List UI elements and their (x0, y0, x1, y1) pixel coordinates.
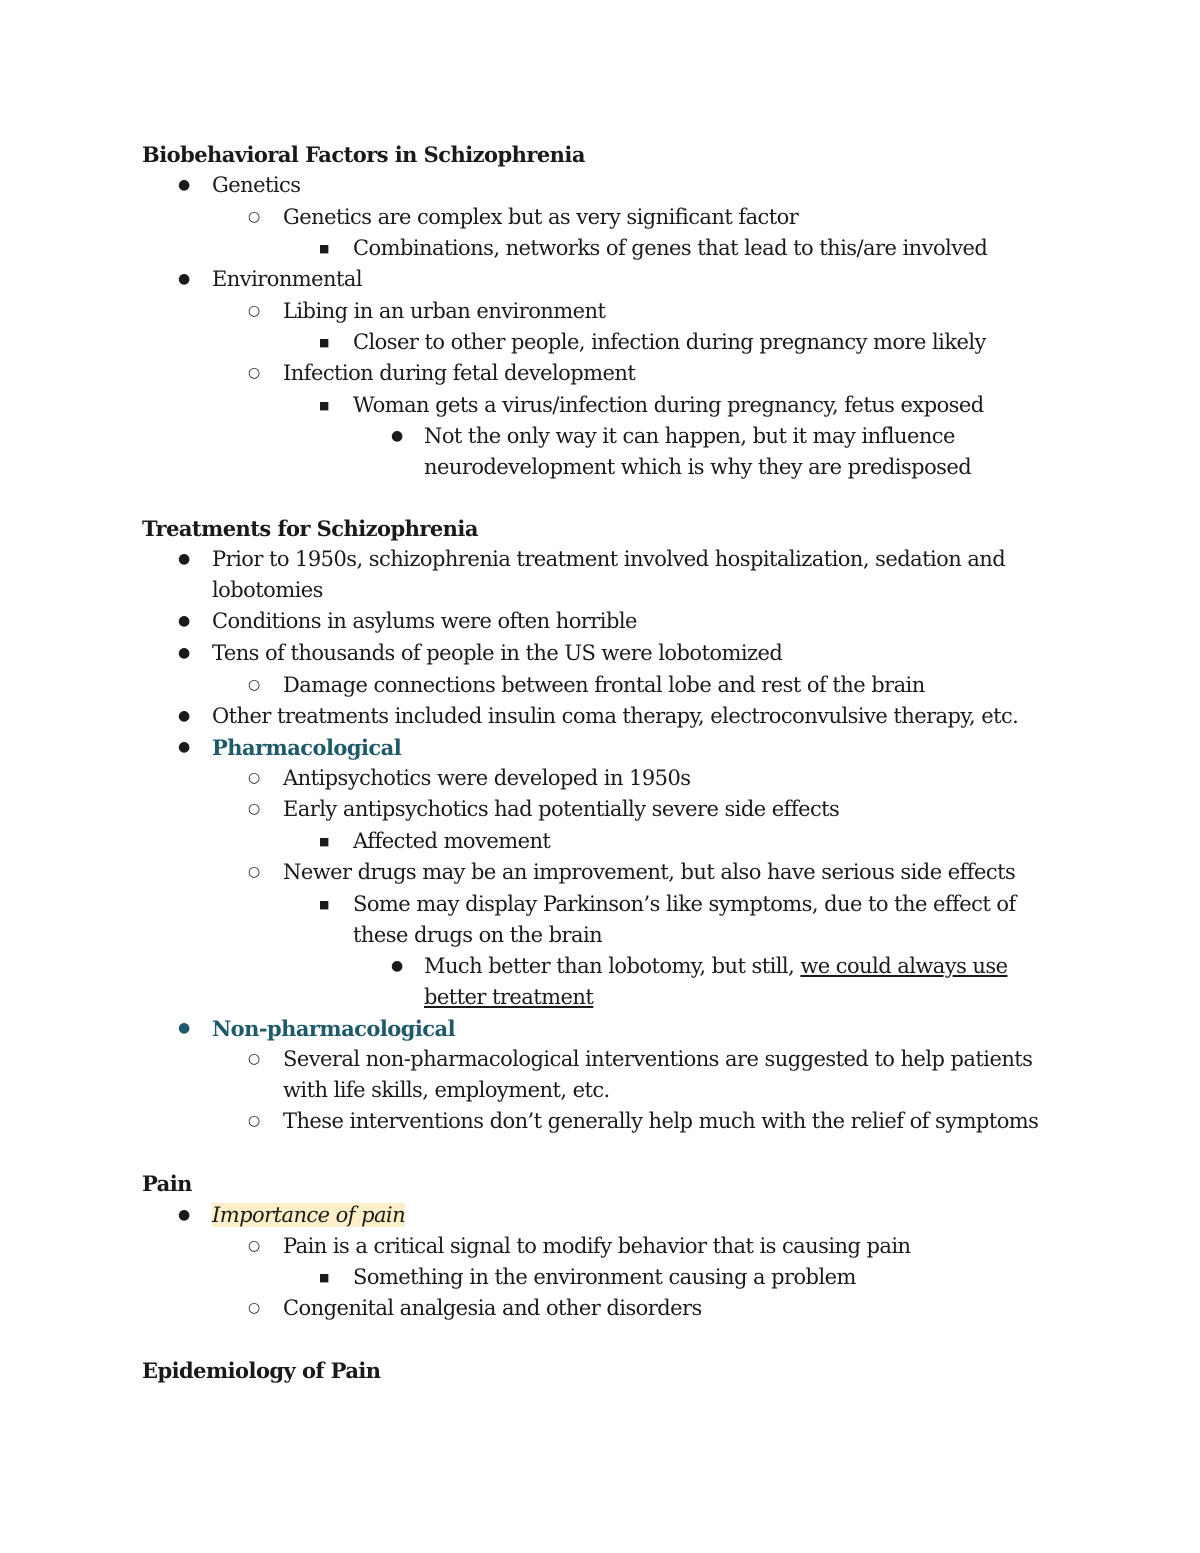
list-item-damage: Damage connections between frontal lobe and rest of the brain (283, 673, 925, 697)
list-item-prior-1950s: Prior to 1950s, schizophrenia treatment involved hospitalization, sedation and (212, 547, 1006, 571)
list-item-genetics: Genetics (212, 173, 301, 197)
bullet-circle (248, 202, 260, 233)
bullet-square (319, 1262, 329, 1293)
list-item-antipsychotics-developed: Antipsychotics were developed in 1950s (283, 766, 691, 790)
list-item-much-better (424, 951, 1008, 982)
bullet-square (319, 889, 329, 920)
list-item-several-interventions-cont: with life skills, employment, etc. (283, 1078, 610, 1102)
bullet-circle (248, 794, 260, 825)
much-better-text: Much better than lobotomy, but still, (424, 954, 801, 978)
heading-pain: Pain (142, 1171, 192, 1196)
bullet-circle (248, 358, 260, 389)
list-item-congenital: Congenital analgesia and other disorders (283, 1296, 702, 1320)
list-item-pain-signal: Pain is a critical signal to modify behavior that is causing pain (283, 1234, 911, 1258)
bullet-dot (391, 951, 403, 982)
heading-treatments: Treatments for Schizophrenia (142, 516, 478, 541)
heading-biobehavioral-factors: Biobehavioral Factors in Schizophrenia (142, 142, 585, 167)
list-item-fetal: Infection during fetal development (283, 361, 636, 385)
bullet-circle (248, 763, 260, 794)
list-item-genetics-combinations: Combinations, networks of genes that lead to this/are involved (353, 236, 988, 260)
bullet-dot (178, 264, 190, 295)
highlighted-importance-of-pain: Importance of pain (212, 1203, 406, 1227)
bullet-square (319, 327, 329, 358)
bullet-circle (248, 1106, 260, 1137)
list-item-lobotomized: Tens of thousands of people in the US were lobotomized (212, 641, 783, 665)
list-item-environment-problem: Something in the environment causing a problem (353, 1265, 856, 1289)
list-item-much-better-cont: better treatment (424, 985, 594, 1009)
underlined-better-treatment: we could always use (800, 954, 1008, 978)
bullet-square (319, 390, 329, 421)
bullet-dot (178, 544, 190, 575)
list-item-fetal-not-only-cont: neurodevelopment which is why they are predisposed (424, 455, 972, 479)
bullet-square (319, 233, 329, 264)
list-item-newer-drugs: Newer drugs may be an improvement, but also have serious side effects (283, 860, 1016, 884)
list-item-genetics-complex: Genetics are complex but as very significant factor (283, 205, 799, 229)
bullet-circle (248, 857, 260, 888)
bullet-dot (391, 421, 403, 452)
bullet-dot (178, 701, 190, 732)
bullet-circle (248, 1231, 260, 1262)
list-item-asylums: Conditions in asylums were often horrible (212, 609, 637, 633)
bullet-circle (248, 296, 260, 327)
list-item-environmental: Environmental (212, 267, 363, 291)
list-item-other-treatments: Other treatments included insulin coma therapy, electroconvulsive therapy, etc. (212, 704, 1019, 728)
list-item-urban-closer: Closer to other people, infection during pregnancy more likely (353, 330, 986, 354)
list-item-importance (212, 1200, 405, 1231)
list-item-parkinsons: Some may display Parkinson’s like symptoms, due to the effect of (353, 892, 1016, 916)
bullet-dot (178, 606, 190, 637)
list-item-fetal-not-only: Not the only way it can happen, but it may influence (424, 424, 955, 448)
list-item-several-interventions: Several non-pharmacological interventions are suggested to help patients (283, 1047, 1033, 1071)
bullet-dot (178, 1200, 190, 1231)
list-item-early-antipsychotics: Early antipsychotics had potentially severe side effects (283, 797, 840, 821)
bullet-square (319, 826, 329, 857)
bullet-circle (248, 670, 260, 701)
bullet-dot (178, 170, 190, 201)
list-item-prior-1950s-cont: lobotomies (212, 578, 323, 602)
bullet-dot (178, 732, 190, 763)
bullet-circle (248, 1293, 260, 1324)
subheading-pharmacological: Pharmacological (212, 735, 402, 760)
bullet-circle (248, 1044, 260, 1075)
list-item-affected-movement: Affected movement (353, 829, 551, 853)
heading-epidemiology: Epidemiology of Pain (142, 1358, 381, 1383)
list-item-urban: Libing in an urban environment (283, 299, 606, 323)
bullet-dot (178, 1013, 190, 1044)
list-item-fetal-woman: Woman gets a virus/infection during pregnancy, fetus exposed (353, 393, 984, 417)
list-item-parkinsons-cont: these drugs on the brain (353, 923, 603, 947)
list-item-interventions-dont-help: These interventions don’t generally help much with the relief of symptoms (283, 1109, 1039, 1133)
subheading-non-pharmacological: Non-pharmacological (212, 1016, 455, 1041)
bullet-dot (178, 638, 190, 669)
